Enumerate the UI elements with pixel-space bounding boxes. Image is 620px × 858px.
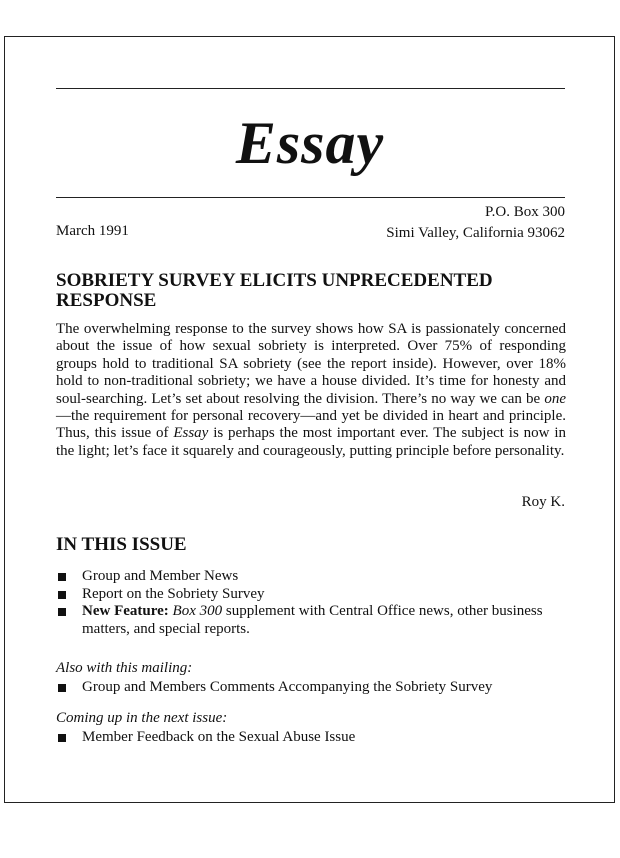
body-text-2: —the requirement for personal recovery—and yet be divided in heart and principle. Thus, this issue of xyxy=(56,408,566,442)
body-text-1: The overwhelming response to the survey shows how SA is passionately concerned about the issue of how sexual sobriety is interpreted. Over 75% of responding groups hold to traditional SA sobriety (see the report inside). However, over 18% hold to non-traditional sobriety; we have a house divided. It’s time for honesty and soul-searching. Let’s set about resolving the division. There’s no way we can be xyxy=(56,321,566,407)
square-bullet-icon xyxy=(58,573,66,581)
body-text-3: is perhaps the most important ever. The subject is now in the light; let’s face it squarely and courageously, putting principle before personality. xyxy=(56,425,566,459)
also-list xyxy=(56,679,566,697)
body-emphasis-essay: Essay xyxy=(173,425,209,442)
contents-list xyxy=(56,568,566,638)
article-body xyxy=(56,321,566,460)
address-line-1: P.O. Box 300 xyxy=(484,204,565,220)
square-bullet-icon xyxy=(58,734,66,742)
square-bullet-icon xyxy=(58,608,66,616)
article-signature: Roy K. xyxy=(521,494,565,510)
address-line-2: Simi Valley, California 93062 xyxy=(386,225,565,241)
body-emphasis-one: one xyxy=(544,390,566,407)
masthead-title: Essay xyxy=(235,110,385,176)
bottom-rule xyxy=(56,197,565,198)
top-rule xyxy=(56,88,565,89)
list-item xyxy=(56,603,566,638)
list-item-text: supplement with Central Office news, other business matters, and special reports. xyxy=(82,603,543,637)
square-bullet-icon xyxy=(58,684,66,692)
coming-up-label: Coming up in the next issue: xyxy=(56,710,228,726)
list-item-text: Group and Member News xyxy=(82,568,239,584)
list-item-text: Group and Members Comments Accompanying the Sobriety Survey xyxy=(82,679,493,695)
list-item xyxy=(56,586,566,604)
square-bullet-icon xyxy=(58,591,66,599)
issue-date: March 1991 xyxy=(56,223,129,239)
new-feature-label: New Feature: xyxy=(82,603,169,619)
list-item-text: Report on the Sobriety Survey xyxy=(82,585,265,602)
mailing-address xyxy=(386,202,565,244)
in-this-issue-heading: IN THIS ISSUE xyxy=(56,534,187,555)
list-item-text: Member Feedback on the Sexual Abuse Issue xyxy=(82,729,356,745)
also-with-mailing-label: Also with this mailing: xyxy=(56,660,193,676)
list-item xyxy=(56,729,566,747)
list-item xyxy=(56,568,566,586)
next-list xyxy=(56,729,566,747)
box-300-title: Box 300 xyxy=(172,603,223,619)
article-headline: SOBRIETY SURVEY ELICITS UNPRECEDENTED RESPONSE xyxy=(56,270,493,311)
list-item xyxy=(56,679,566,697)
